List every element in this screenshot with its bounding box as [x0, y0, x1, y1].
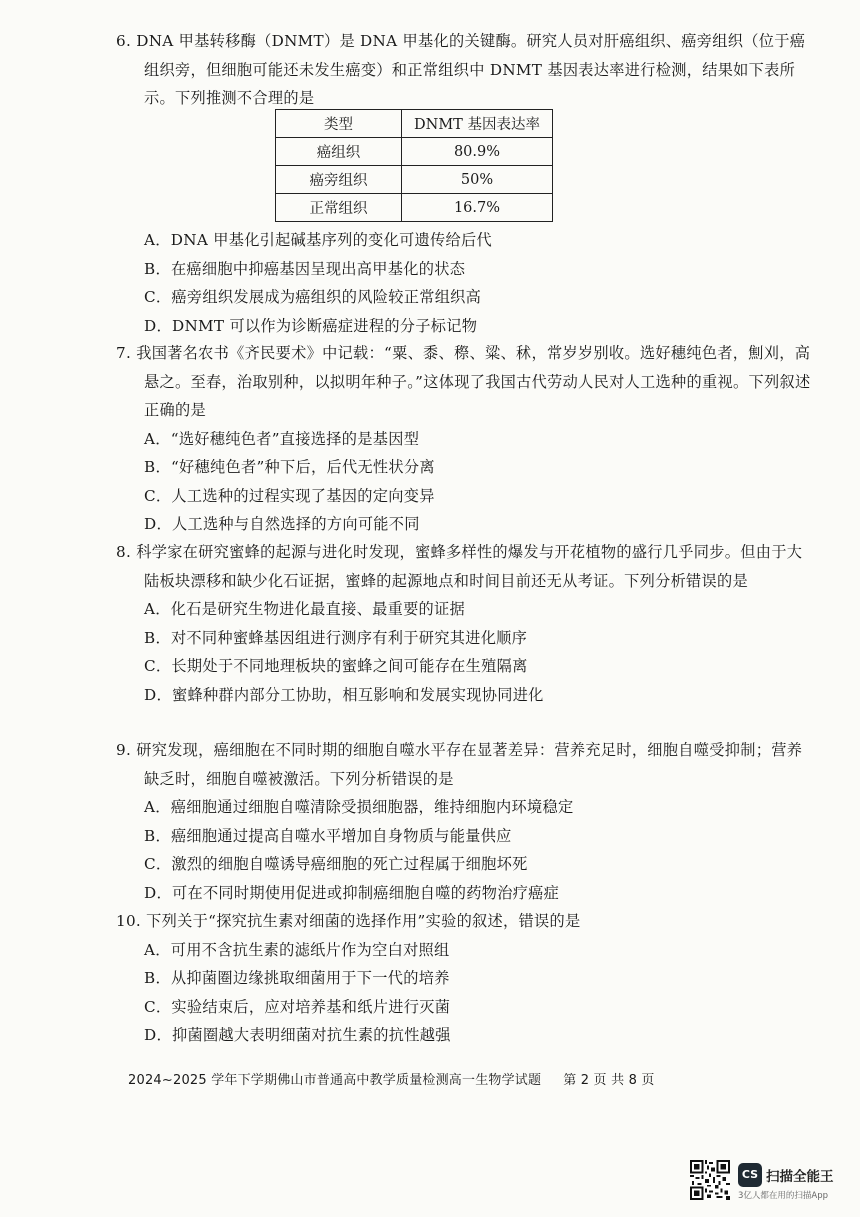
question-stem: 10. 下列关于“探究抗生素对细菌的选择作用”实验的叙述，错误的是 — [116, 912, 581, 930]
table-row — [276, 194, 553, 222]
option-b: B．在癌细胞中抑癌基因呈现出高甲基化的状态 — [144, 259, 466, 278]
question-7 — [116, 339, 816, 539]
question-stem: 8. 科学家在研究蜜蜂的起源与进化时发现，蜜蜂多样性的爆发与开花植物的盛行几乎同步。但由于大陆板块漂移和缺少化石证据，蜜蜂的起源地点和时间目前还无从考证。下列分析错误的是 — [116, 543, 803, 590]
table-cell: 癌组织 — [276, 138, 402, 166]
option-a: A．癌细胞通过细胞自噬清除受损细胞器，维持细胞内环境稳定 — [144, 798, 574, 816]
camscanner-logo: CS — [738, 1163, 762, 1187]
option-c: C．长期处于不同地理板块的蜜蜂之间可能存在生殖隔离 — [144, 657, 528, 675]
table-header-cell: 类型 — [276, 110, 402, 138]
scanner-brand: 扫描全能王 — [766, 1169, 834, 1185]
option-c: C．实验结束后，应对培养基和纸片进行灭菌 — [144, 997, 451, 1016]
question-9 — [116, 736, 816, 907]
page-number: 第 2 页 共 8 页 — [563, 1073, 655, 1088]
table-row — [276, 138, 553, 166]
table-row — [276, 166, 553, 194]
option-a: A．化石是研究生物进化最直接、最重要的证据 — [144, 600, 466, 618]
question-stem: 7. 我国著名农书《齐民要术》中记载：“粟、黍、穄、粱、秫，常岁岁别收。选好穗纯色者，劁刈，高悬之。至春，治取别种，以拟明年种子。”这体现了我国古代劳动人民对人工选种的重视。下列叙述正确的是 — [116, 344, 811, 419]
option-d: D．蜜蜂种群内部分工协助，相互影响和发展实现协同进化 — [144, 685, 544, 704]
option-d: D．DNMT 可以作为诊断癌症进程的分子标记物 — [144, 316, 478, 335]
table-cell: 癌旁组织 — [276, 166, 402, 194]
option-d: D．可在不同时期使用促进或抑制癌细胞自噬的药物治疗癌症 — [144, 883, 560, 902]
table-cell: 80.9% — [402, 138, 553, 166]
option-b: B．“好穗纯色者”种下后，后代无性状分离 — [144, 458, 435, 476]
option-a: A．可用不含抗生素的滤纸片作为空白对照组 — [144, 940, 450, 959]
option-a: A．“选好穗纯色者”直接选择的是基因型 — [144, 429, 420, 448]
option-b: B．对不同种蜜蜂基因组进行测序有利于研究其进化顺序 — [144, 628, 528, 647]
dnmt-expression-table — [275, 109, 553, 222]
option-c: C．激烈的细胞自噬诱导癌细胞的死亡过程属于细胞坏死 — [144, 855, 528, 873]
scanner-tagline: 3亿人都在用的扫描App — [738, 1191, 829, 1201]
option-b: B．癌细胞通过提高自噬水平增加自身物质与能量供应 — [144, 826, 512, 845]
question-6-options — [116, 226, 816, 340]
option-d: D．抑菌圈越大表明细菌对抗生素的抗性越强 — [144, 1026, 451, 1044]
table-header-row — [276, 110, 553, 138]
qr-code-icon — [690, 1160, 730, 1200]
table-cell: 正常组织 — [276, 194, 402, 222]
scanner-watermark — [690, 1160, 840, 1205]
table-cell: 50% — [402, 166, 553, 194]
exam-title: 2024~2025 学年下学期佛山市普通高中教学质量检测高一生物学试题 — [128, 1073, 542, 1088]
option-a: A．DNA 甲基化引起碱基序列的变化可遗传给后代 — [144, 231, 492, 249]
table-header-cell: DNMT 基因表达率 — [402, 110, 553, 138]
page-footer — [128, 1069, 655, 1088]
option-c: C．癌旁组织发展成为癌组织的风险较正常组织高 — [144, 288, 482, 306]
option-c: C．人工选种的过程实现了基因的定向变异 — [144, 486, 435, 505]
option-d: D．人工选种与自然选择的方向可能不同 — [144, 515, 420, 533]
question-10 — [116, 907, 816, 1050]
option-b: B．从抑菌圈边缘挑取细菌用于下一代的培养 — [144, 969, 450, 987]
table-cell: 16.7% — [402, 194, 553, 222]
question-stem: 9. 研究发现，癌细胞在不同时期的细胞自噬水平存在显著差异：营养充足时，细胞自噬受抑制；营养缺乏时，细胞自噬被激活。下列分析错误的是 — [116, 741, 803, 788]
question-stem: 6. DNA 甲基转移酶（DNMT）是 DNA 甲基化的关键酶。研究人员对肝癌组织、癌旁组织（位于癌组织旁，但细胞可能还未发生癌变）和正常组织中 DNMT 基因表达率进行检测，结果如下表所示。下列推测不合理的是 — [116, 32, 806, 107]
question-8 — [116, 538, 816, 709]
question-6 — [116, 27, 816, 113]
